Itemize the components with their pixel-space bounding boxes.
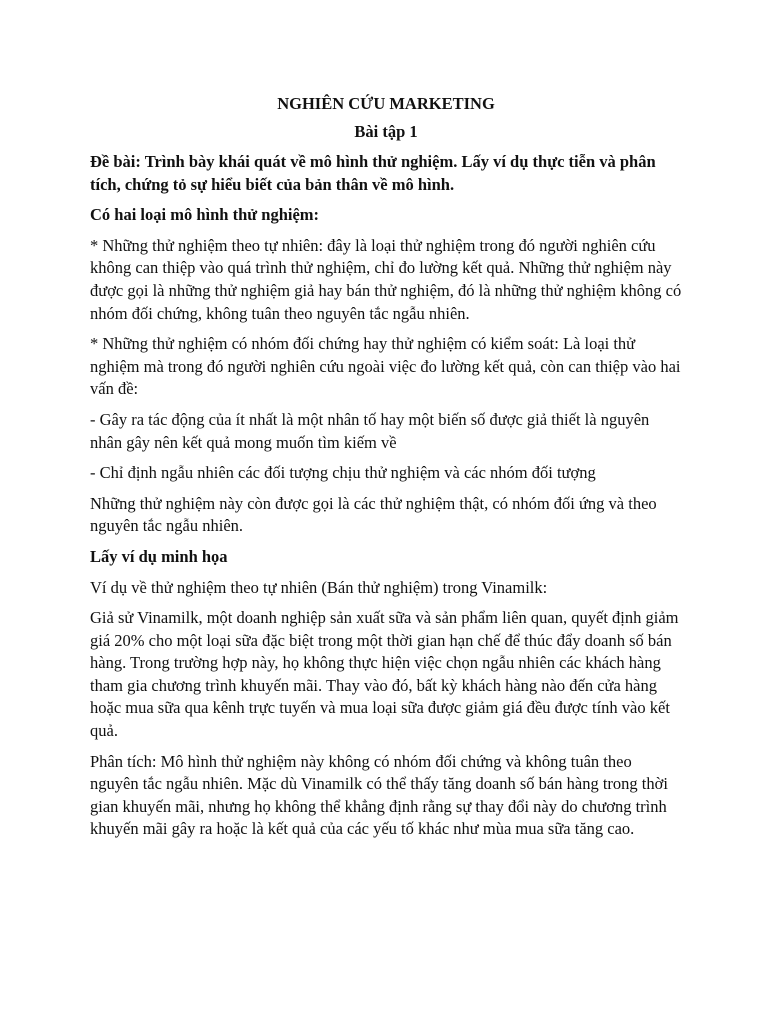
- paragraph-natural-experiments: * Những thử nghiệm theo tự nhiên: đây là loại thử nghiệm trong đó người nghiên cứu không can thiệp vào quá trình thử nghiệm, chỉ đo lường kết quả. Những thử nghiệm này được gọi là những thử nghiệm giả hay bán thử nghiệm, đó là những thử nghiệm không có nhóm đối chứng, không tuân theo nguyên tắc ngẫu nhiên.: [90, 235, 682, 323]
- paragraph-true-experiments: Những thử nghiệm này còn được gọi là các thử nghiệm thật, có nhóm đối ứng và theo nguyên tắc ngẫu nhiên.: [90, 493, 657, 536]
- paragraph-controlled-experiments: * Những thử nghiệm có nhóm đối chứng hay thử nghiệm có kiểm soát: Là loại thử nghiệm mà trong đó người nghiên cứu ngoài việc đo lường kết quả, còn can thiệp vào hai vấn đề:: [90, 334, 681, 399]
- section-heading-types: Có hai loại mô hình thử nghiệm:: [90, 205, 320, 225]
- assignment-prompt: Đề bài: Trình bày khái quát về mô hình thử nghiệm. Lấy ví dụ thực tiễn và phân tích, chứng tỏ sự hiểu biết của bản thân về mô hình.: [90, 152, 656, 194]
- paragraph-example-intro: Ví dụ về thử nghiệm theo tự nhiên (Bán thử nghiệm) trong Vinamilk:: [90, 577, 548, 597]
- document-title: NGHIÊN CỨU MARKETING: [277, 94, 495, 113]
- document-subtitle: Bài tập 1: [354, 122, 418, 141]
- document-page: [90, 94, 682, 849]
- paragraph-analysis: Phân tích: Mô hình thử nghiệm này không có nhóm đối chứng và không tuân theo nguyên tắc ngẫu nhiên. Mặc dù Vinamilk có thể thấy tăng doanh số bán hàng trong thời gian khuyến mãi, nhưng họ không thể khẳng định rằng sự thay đổi này do chương trình khuyến mãi gây ra hoặc là kết quả của các yếu tố khác như mùa mua sữa tăng cao.: [90, 751, 668, 839]
- bullet-item-cause: - Gây ra tác động của ít nhất là một nhân tố hay một biến số được giả thiết là nguyên nhân gây nên kết quả mong muốn tìm kiếm về: [90, 409, 650, 452]
- paragraph-example-body: Giả sử Vinamilk, một doanh nghiệp sản xuất sữa và sản phẩm liên quan, quyết định giảm giá 20% cho một loại sữa đặc biệt trong một thời gian hạn chế để thúc đẩy doanh số bán hàng. Trong trường hợp này, họ không thực hiện việc chọn ngẫu nhiên các khách hàng tham gia chương trình khuyến mãi. Thay vào đó, bất kỳ khách hàng nào đến cửa hàng hoặc mua sữa qua kênh trực tuyến và mua loại sữa được giảm giá đều được tính vào kết quả.: [90, 608, 679, 741]
- section-heading-example: Lấy ví dụ minh họa: [90, 546, 228, 566]
- bullet-item-random-assignment: - Chỉ định ngẫu nhiên các đối tượng chịu thử nghiệm và các nhóm đối tượng: [90, 463, 596, 483]
